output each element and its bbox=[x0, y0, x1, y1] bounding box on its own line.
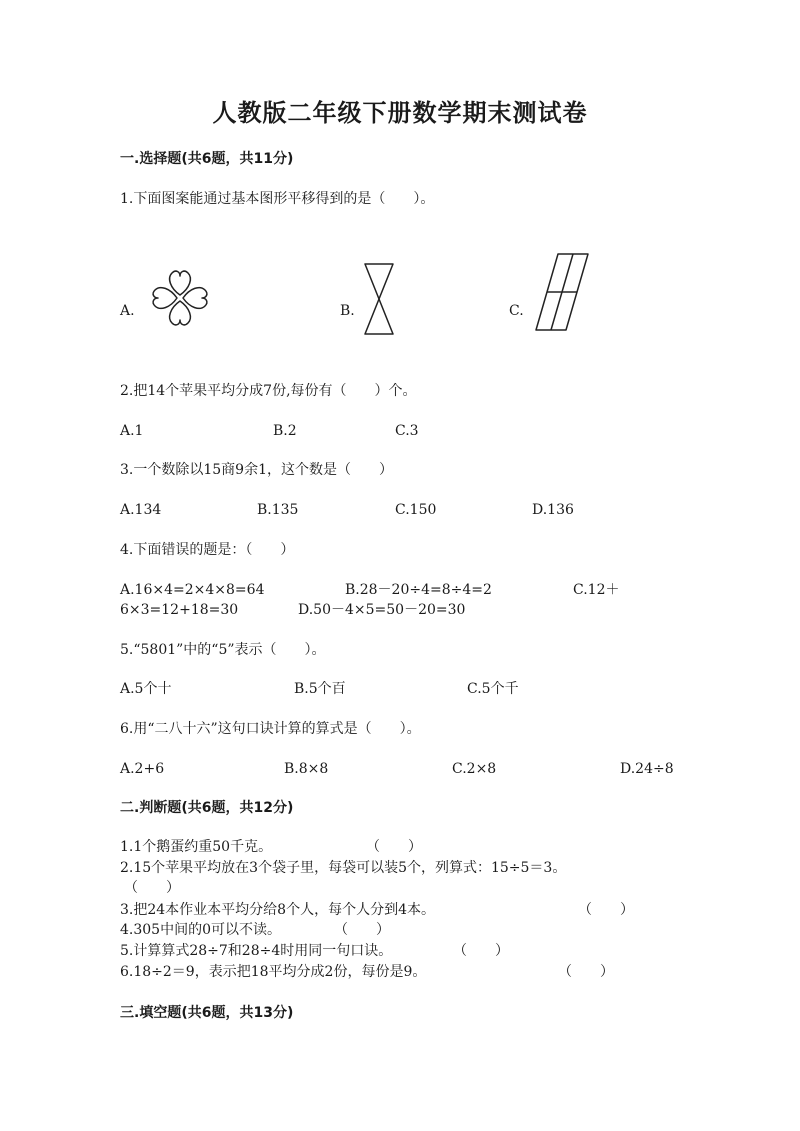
option-label[interactable]: C.12＋ bbox=[573, 582, 620, 598]
answer-bracket[interactable]: （ ） bbox=[124, 880, 180, 896]
question-stem: 4.下面错误的题是：（ ） bbox=[120, 542, 295, 558]
question-stem: 1.下面图案能通过基本图形平移得到的是（ ）。 bbox=[120, 191, 435, 207]
judgment-question: 5.计算算式28÷7和28÷4时用同一句口诀。 bbox=[120, 943, 393, 959]
option-label[interactable]: B.28－20÷4=8÷4=2 bbox=[345, 582, 492, 598]
triangle-bottom bbox=[365, 299, 393, 334]
hourglass-triangles-figure bbox=[362, 262, 396, 336]
section-heading-choice: 一.选择题(共6题，共11分) bbox=[120, 151, 294, 167]
option-label[interactable]: B.8×8 bbox=[284, 761, 329, 777]
heart-shape bbox=[170, 271, 191, 295]
judgment-question: 6.18÷2＝9，表示把18平均分成2份，每份是9。 bbox=[120, 964, 427, 980]
option-label[interactable]: B. bbox=[340, 303, 355, 319]
option-label-continued: 6×3=12+18=30 bbox=[120, 602, 239, 618]
option-label[interactable]: D.136 bbox=[532, 502, 574, 518]
triangle-top bbox=[365, 264, 393, 299]
option-label[interactable]: A.5个十 bbox=[120, 681, 172, 697]
question-stem: 6.用“二八十六”这句口诀计算的算式是（ ）。 bbox=[120, 721, 421, 737]
answer-bracket[interactable]: （ ） bbox=[578, 902, 634, 918]
page-title: 人教版二年级下册数学期末测试卷 bbox=[212, 99, 588, 127]
question-stem: 5.“5801”中的“5”表示（ ）。 bbox=[120, 642, 326, 658]
option-label[interactable]: C.150 bbox=[395, 502, 437, 518]
heart-shape bbox=[170, 301, 191, 325]
heart-shape bbox=[153, 288, 177, 309]
judgment-question: 4.305中间的0可以不读。 bbox=[120, 922, 281, 938]
answer-bracket[interactable]: （ ） bbox=[453, 943, 509, 959]
option-label[interactable]: A.1 bbox=[120, 423, 144, 439]
heart-shape bbox=[183, 288, 207, 309]
section-heading-judgment: 二.判断题(共6题，共12分) bbox=[120, 800, 294, 816]
option-label[interactable]: C.3 bbox=[395, 423, 419, 439]
option-label[interactable]: A. bbox=[120, 303, 135, 319]
four-heart-clover-figure bbox=[150, 258, 210, 338]
judgment-question: 3.把24本作业本平均分给8个人，每个人分到4本。 bbox=[120, 902, 435, 918]
option-label[interactable]: A.16×4=2×4×8=64 bbox=[120, 582, 265, 598]
answer-bracket[interactable]: （ ） bbox=[366, 839, 422, 855]
option-label[interactable]: B.135 bbox=[257, 502, 299, 518]
section-heading-fill-in: 三.填空题(共6题，共13分) bbox=[120, 1005, 294, 1021]
judgment-question: 2.15个苹果平均放在3个袋子里，每袋可以装5个，列算式：15÷5＝3。 bbox=[120, 860, 567, 876]
option-label[interactable]: A.2+6 bbox=[120, 761, 165, 777]
judgment-question: 1.1个鹅蛋约重50千克。 bbox=[120, 839, 273, 855]
parallelogram-grid-figure bbox=[534, 252, 590, 332]
option-label[interactable]: A.134 bbox=[120, 502, 162, 518]
option-label[interactable]: D.50－4×5=50－20=30 bbox=[298, 602, 466, 618]
option-label[interactable]: D.24÷8 bbox=[620, 761, 674, 777]
answer-bracket[interactable]: （ ） bbox=[558, 964, 614, 980]
option-label[interactable]: C.2×8 bbox=[452, 761, 497, 777]
question-stem: 3.一个数除以15商9余1，这个数是（ ） bbox=[120, 462, 393, 478]
answer-bracket[interactable]: （ ） bbox=[334, 922, 390, 938]
question-stem: 2.把14个苹果平均分成7份,每份有（ ）个。 bbox=[120, 383, 417, 399]
option-label[interactable]: B.5个百 bbox=[294, 681, 346, 697]
option-label[interactable]: C.5个千 bbox=[467, 681, 519, 697]
option-label[interactable]: C. bbox=[509, 303, 524, 319]
option-label[interactable]: B.2 bbox=[273, 423, 297, 439]
